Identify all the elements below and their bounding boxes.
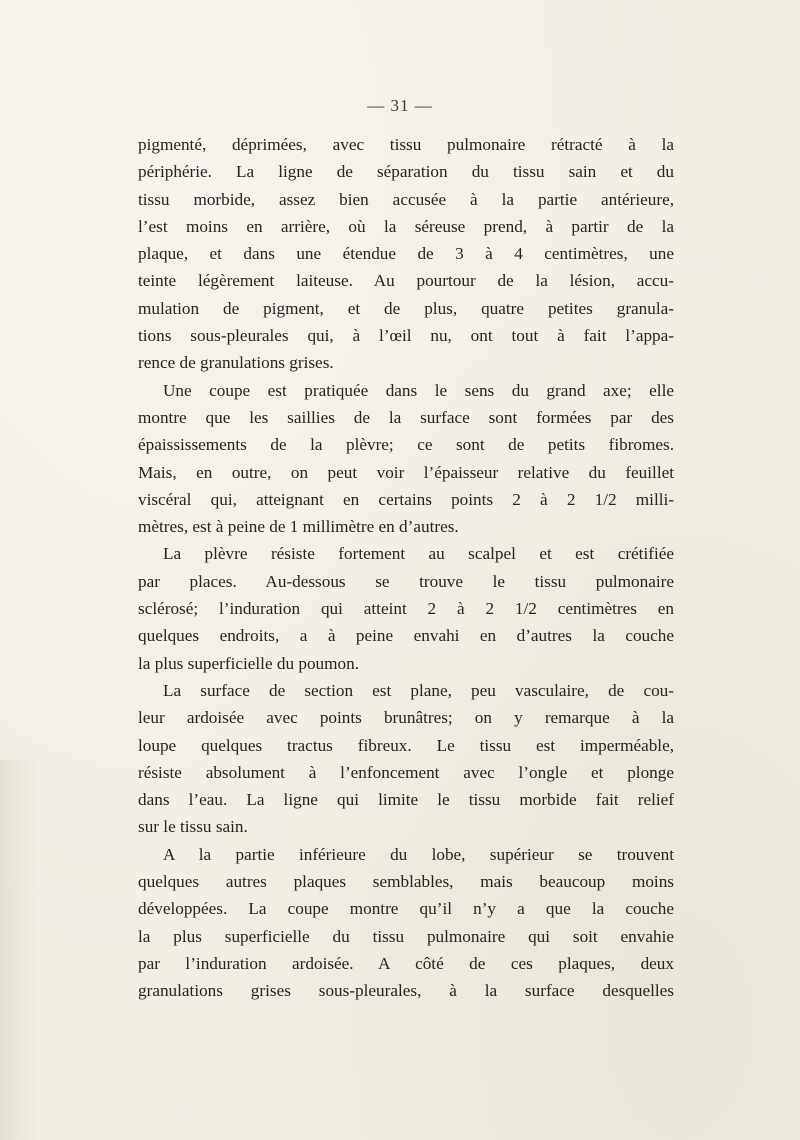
paragraph-5	[138, 841, 674, 1005]
text-line: l’est moins en arrière, où la séreuse prend, à partir de la	[138, 216, 674, 236]
text-line: A la partie inférieure du lobe, supérieur se trouvent	[163, 844, 674, 864]
text-line: résiste absolument à l’enfoncement avec l’ongle et plonge	[138, 762, 674, 782]
page-edge-stain	[0, 760, 40, 1140]
body-text	[138, 131, 674, 1005]
text-line: la plus superficielle du poumon.	[138, 653, 360, 673]
text-line: quelques autres plaques semblables, mais beaucoup moins	[138, 872, 674, 892]
text-line: mètres, est à peine de 1 millimètre en d’autres.	[138, 517, 459, 537]
text-line: viscéral qui, atteignant en certains points 2 à 2 1/2 milli-	[138, 489, 674, 509]
page-number: — 31 —	[367, 96, 433, 115]
text-line: Mais, en outre, on peut voir l’épaisseur relative du feuillet	[138, 462, 674, 482]
text-line: La plèvre résiste fortement au scalpel et est crétifiée	[163, 544, 674, 564]
text-line: épaississements de la plèvre; ce sont de petits fibromes.	[138, 435, 674, 455]
text-line: granulations grises sous-pleurales, à la surface desquelles	[138, 981, 674, 1001]
text-line: périphérie. La ligne de séparation du tissu sain et du	[138, 162, 674, 182]
text-line: La surface de section est plane, peu vasculaire, de cou-	[163, 680, 674, 700]
text-line: rence de granulations grises.	[138, 353, 334, 373]
text-line: Une coupe est pratiquée dans le sens du grand axe; elle	[163, 380, 674, 400]
paragraph-4	[138, 677, 674, 841]
text-line: développées. La coupe montre qu’il n’y a que la couche	[138, 899, 674, 919]
text-line: mulation de pigment, et de plus, quatre petites granula-	[138, 298, 674, 318]
text-line: teinte légèrement laiteuse. Au pourtour de la lésion, accu-	[138, 271, 674, 291]
text-line: quelques endroits, a à peine envahi en d’autres la couche	[138, 626, 674, 646]
text-line: plaque, et dans une étendue de 3 à 4 centimètres, une	[138, 244, 674, 264]
text-line: la plus superficielle du tissu pulmonaire qui soit envahie	[138, 926, 674, 946]
text-line: sur le tissu sain.	[138, 817, 248, 837]
text-line: tions sous-pleurales qui, à l’œil nu, ont tout à fait l’appa-	[138, 326, 674, 346]
text-line: tissu morbide, assez bien accusée à la partie antérieure,	[138, 189, 674, 209]
text-line: montre que les saillies de la surface sont formées par des	[138, 407, 674, 427]
text-line: pigmenté, déprimées, avec tissu pulmonaire rétracté à la	[138, 135, 674, 154]
paragraph-3	[138, 540, 674, 676]
text-line: leur ardoisée avec points brunâtres; on y remarque à la	[138, 708, 674, 728]
paragraph-2	[138, 377, 674, 541]
text-line: par l’induration ardoisée. A côté de ces plaques, deux	[138, 953, 674, 973]
paragraph-1	[138, 131, 674, 377]
text-line: dans l’eau. La ligne qui limite le tissu morbide fait relief	[138, 790, 674, 810]
text-line: par places. Au-dessous se trouve le tissu pulmonaire	[138, 571, 674, 591]
text-line: sclérosé; l’induration qui atteint 2 à 2 1/2 centimètres en	[138, 599, 674, 619]
text-line: loupe quelques tractus fibreux. Le tissu est imperméable,	[138, 735, 674, 755]
